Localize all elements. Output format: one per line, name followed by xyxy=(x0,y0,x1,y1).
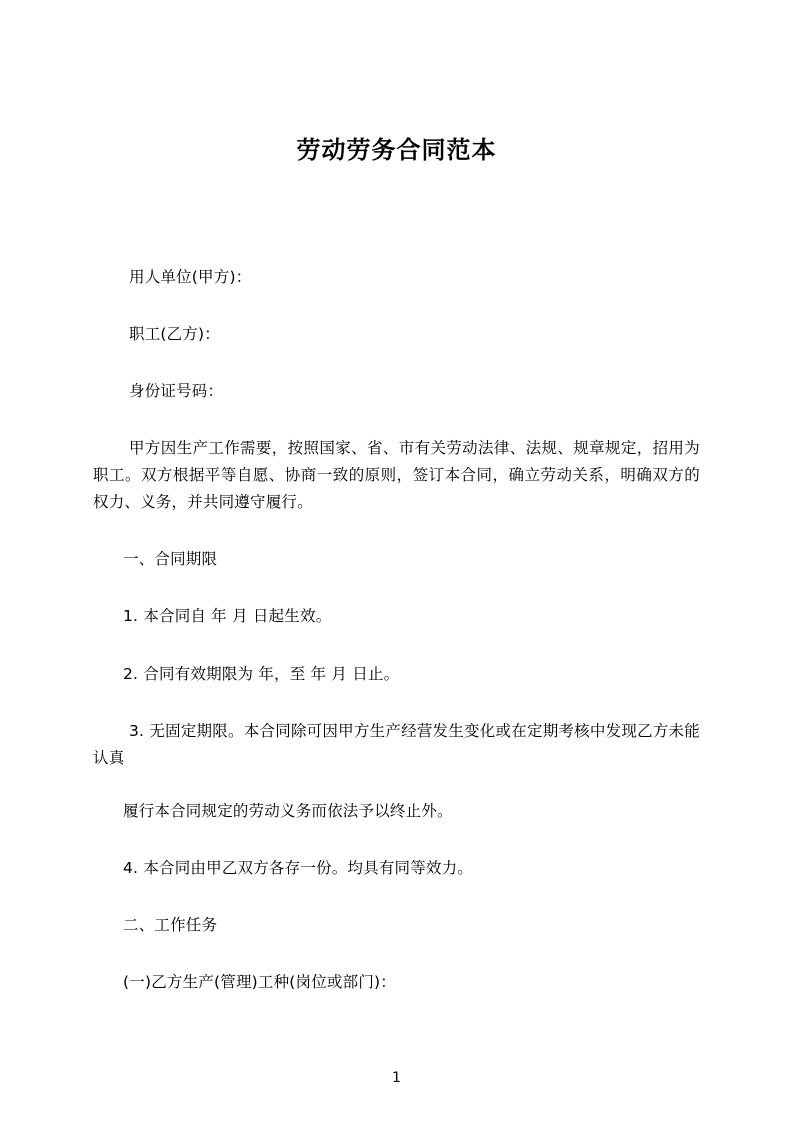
clause-1-3: 3. 无固定期限。本合同除可因甲方生产经营发生变化或在定期考核中发现乙方未能认真 xyxy=(93,721,700,767)
page-number: 1 xyxy=(392,1070,401,1086)
paragraph-employer: 用人单位(甲方)： xyxy=(129,267,252,286)
heading-section-1: 一、合同期限 xyxy=(123,550,218,569)
paragraph-employee: 职工(乙方)： xyxy=(129,324,220,343)
page-title: 劳动劳务合同范本 xyxy=(296,136,497,164)
clause-1-1: 1. 本合同自 年 月 日起生效。 xyxy=(123,607,332,626)
clause-1-4: 4. 本合同由甲乙双方各存一份。均具有同等效力。 xyxy=(123,859,474,878)
paragraph-preamble: 甲方因生产工作需要，按照国家、省、市有关劳动法律、法规、规章规定，招用为职工。双方根据平等自愿、协商一致的原则，签订本合同，确立劳动关系，明确双方的权力、义务，并共同遵守履行。 xyxy=(93,438,700,512)
clause-1-3-continued: 履行本合同规定的劳动义务而依法予以终止外。 xyxy=(123,801,453,820)
paragraph-id-number: 身份证号码： xyxy=(129,381,224,400)
document-body xyxy=(0,264,793,997)
clause-2-1: (一)乙方生产(管理)工种(岗位或部门)： xyxy=(123,973,396,992)
clause-1-2: 2. 合同有效期限为 年，至 年 月 日止。 xyxy=(123,664,400,683)
heading-section-2: 二、工作任务 xyxy=(123,916,218,935)
